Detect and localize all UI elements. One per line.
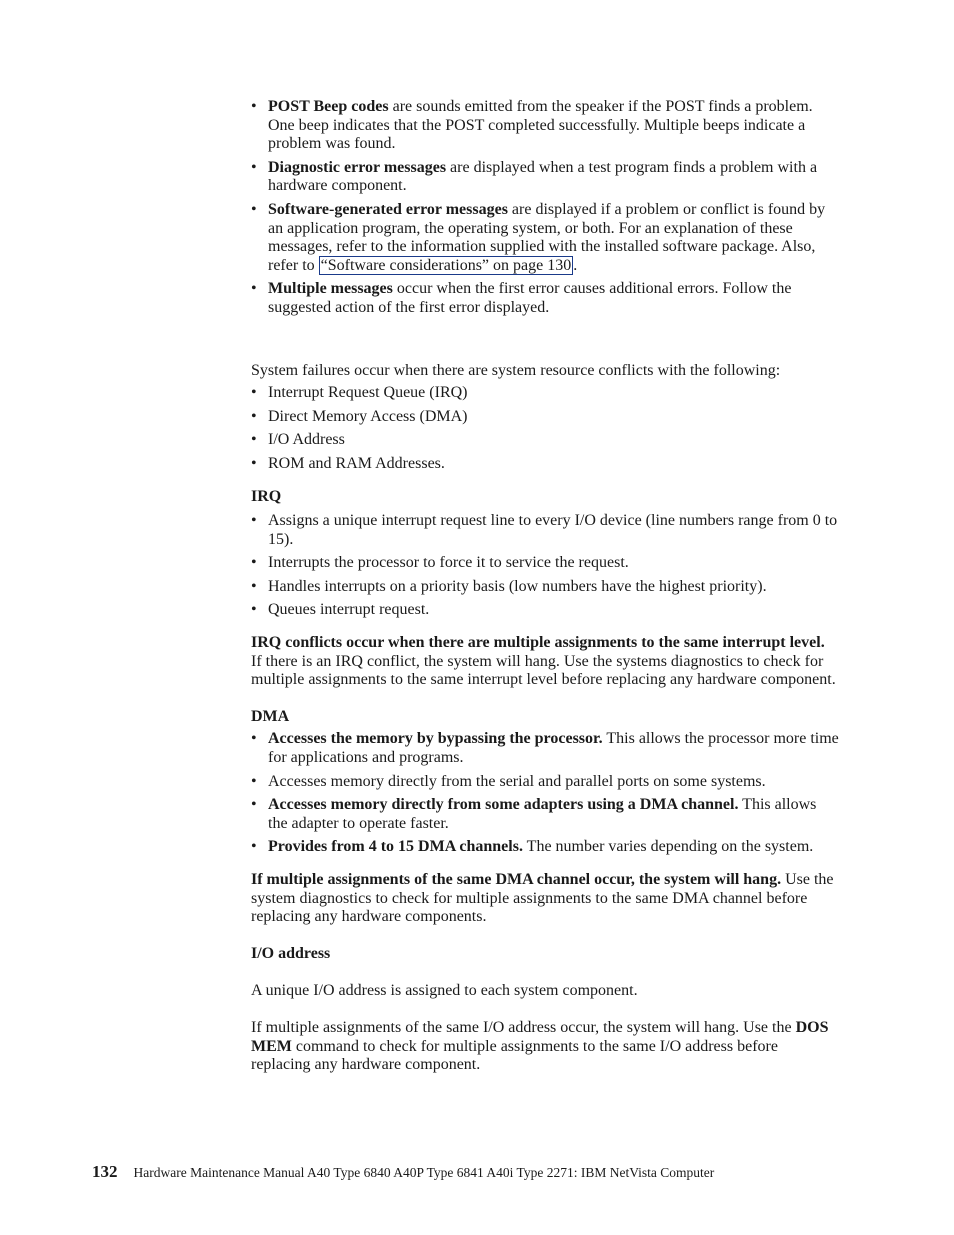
list-item: • Assigns a unique interrupt request line to every I/O device (line numbers range from 0 to 15). xyxy=(251,512,839,549)
page-footer xyxy=(92,1162,714,1183)
resource-list xyxy=(251,384,839,473)
io-address-paragraph-2: If multiple assignments of the same I/O address occur, the system will hang. Use the DOS MEM command to check for multiple assignments to the same I/O address before replacing any hardware component. xyxy=(251,1018,829,1074)
system-failures-intro: System failures occur when there are system resource conflicts with the following: xyxy=(251,361,781,379)
dma-heading: DMA xyxy=(251,707,290,725)
dma-conflict-paragraph: If multiple assignments of the same DMA channel occur, the system will hang. Use the system diagnostics to check for multiple assignments to the same DMA channel before replacing any hardware components. xyxy=(251,871,834,926)
irq-conflict-paragraph: IRQ conflicts occur when there are multiple assignments to the same interrupt level. If there is an IRQ conflict, the system will hang. Use the systems diagnostics to check for multiple assignments to the same interrupt level before replacing any hardware component. xyxy=(251,634,836,689)
io-address-heading: I/O address xyxy=(251,944,331,962)
list-item: • Accesses the memory by bypassing the processor. This allows the processor more time for applications and programs. xyxy=(251,730,839,767)
list-item: • Interrupt Request Queue (IRQ) xyxy=(251,384,839,403)
list-item: • POST Beep codes are sounds emitted from the speaker if the POST finds a problem. One beep indicates that the POST completed successfully. Multiple beeps indicate a problem was found. xyxy=(251,98,839,154)
list-item: • Software-generated error messages are displayed if a problem or conflict is found by an application program, the operating system, or both. For an explanation of these messages, refer to the information supplied with the installed software package. Also, refer to “Software considerations” on page 130 . xyxy=(251,201,839,275)
software-considerations-link[interactable]: “Software considerations” on page 130 xyxy=(320,256,572,274)
io-address-paragraph-1: A unique I/O address is assigned to each system component. xyxy=(251,982,638,1000)
dma-list xyxy=(251,730,839,857)
error-types-list xyxy=(251,98,839,318)
list-item: • Queues interrupt request. xyxy=(251,601,839,620)
list-item: • Accesses memory directly from the serial and parallel ports on some systems. xyxy=(251,773,839,792)
page-number: 132 xyxy=(92,1162,118,1181)
manual-title: Hardware Maintenance Manual A40 Type 6840 A40P Type 6841 A40i Type 2271: IBM NetVista Computer xyxy=(133,1165,715,1180)
page-content xyxy=(251,98,839,1075)
list-item: • Diagnostic error messages are displayed when a test program finds a problem with a hardware component. xyxy=(251,159,839,196)
list-item: • Provides from 4 to 15 DMA channels. The number varies depending on the system. xyxy=(251,838,839,857)
list-item: • Interrupts the processor to force it to service the request. xyxy=(251,554,839,573)
list-item: • Accesses memory directly from some adapters using a DMA channel. This allows the adapter to operate faster. xyxy=(251,796,839,833)
list-item: • Direct Memory Access (DMA) xyxy=(251,408,839,427)
irq-heading: IRQ xyxy=(251,487,282,505)
list-item: • I/O Address xyxy=(251,431,839,450)
irq-list xyxy=(251,512,839,620)
list-item: • Handles interrupts on a priority basis (low numbers have the highest priority). xyxy=(251,578,839,597)
list-item: • Multiple messages occur when the first error causes additional errors. Follow the suggested action of the first error displayed. xyxy=(251,280,839,317)
list-item: • ROM and RAM Addresses. xyxy=(251,455,839,474)
